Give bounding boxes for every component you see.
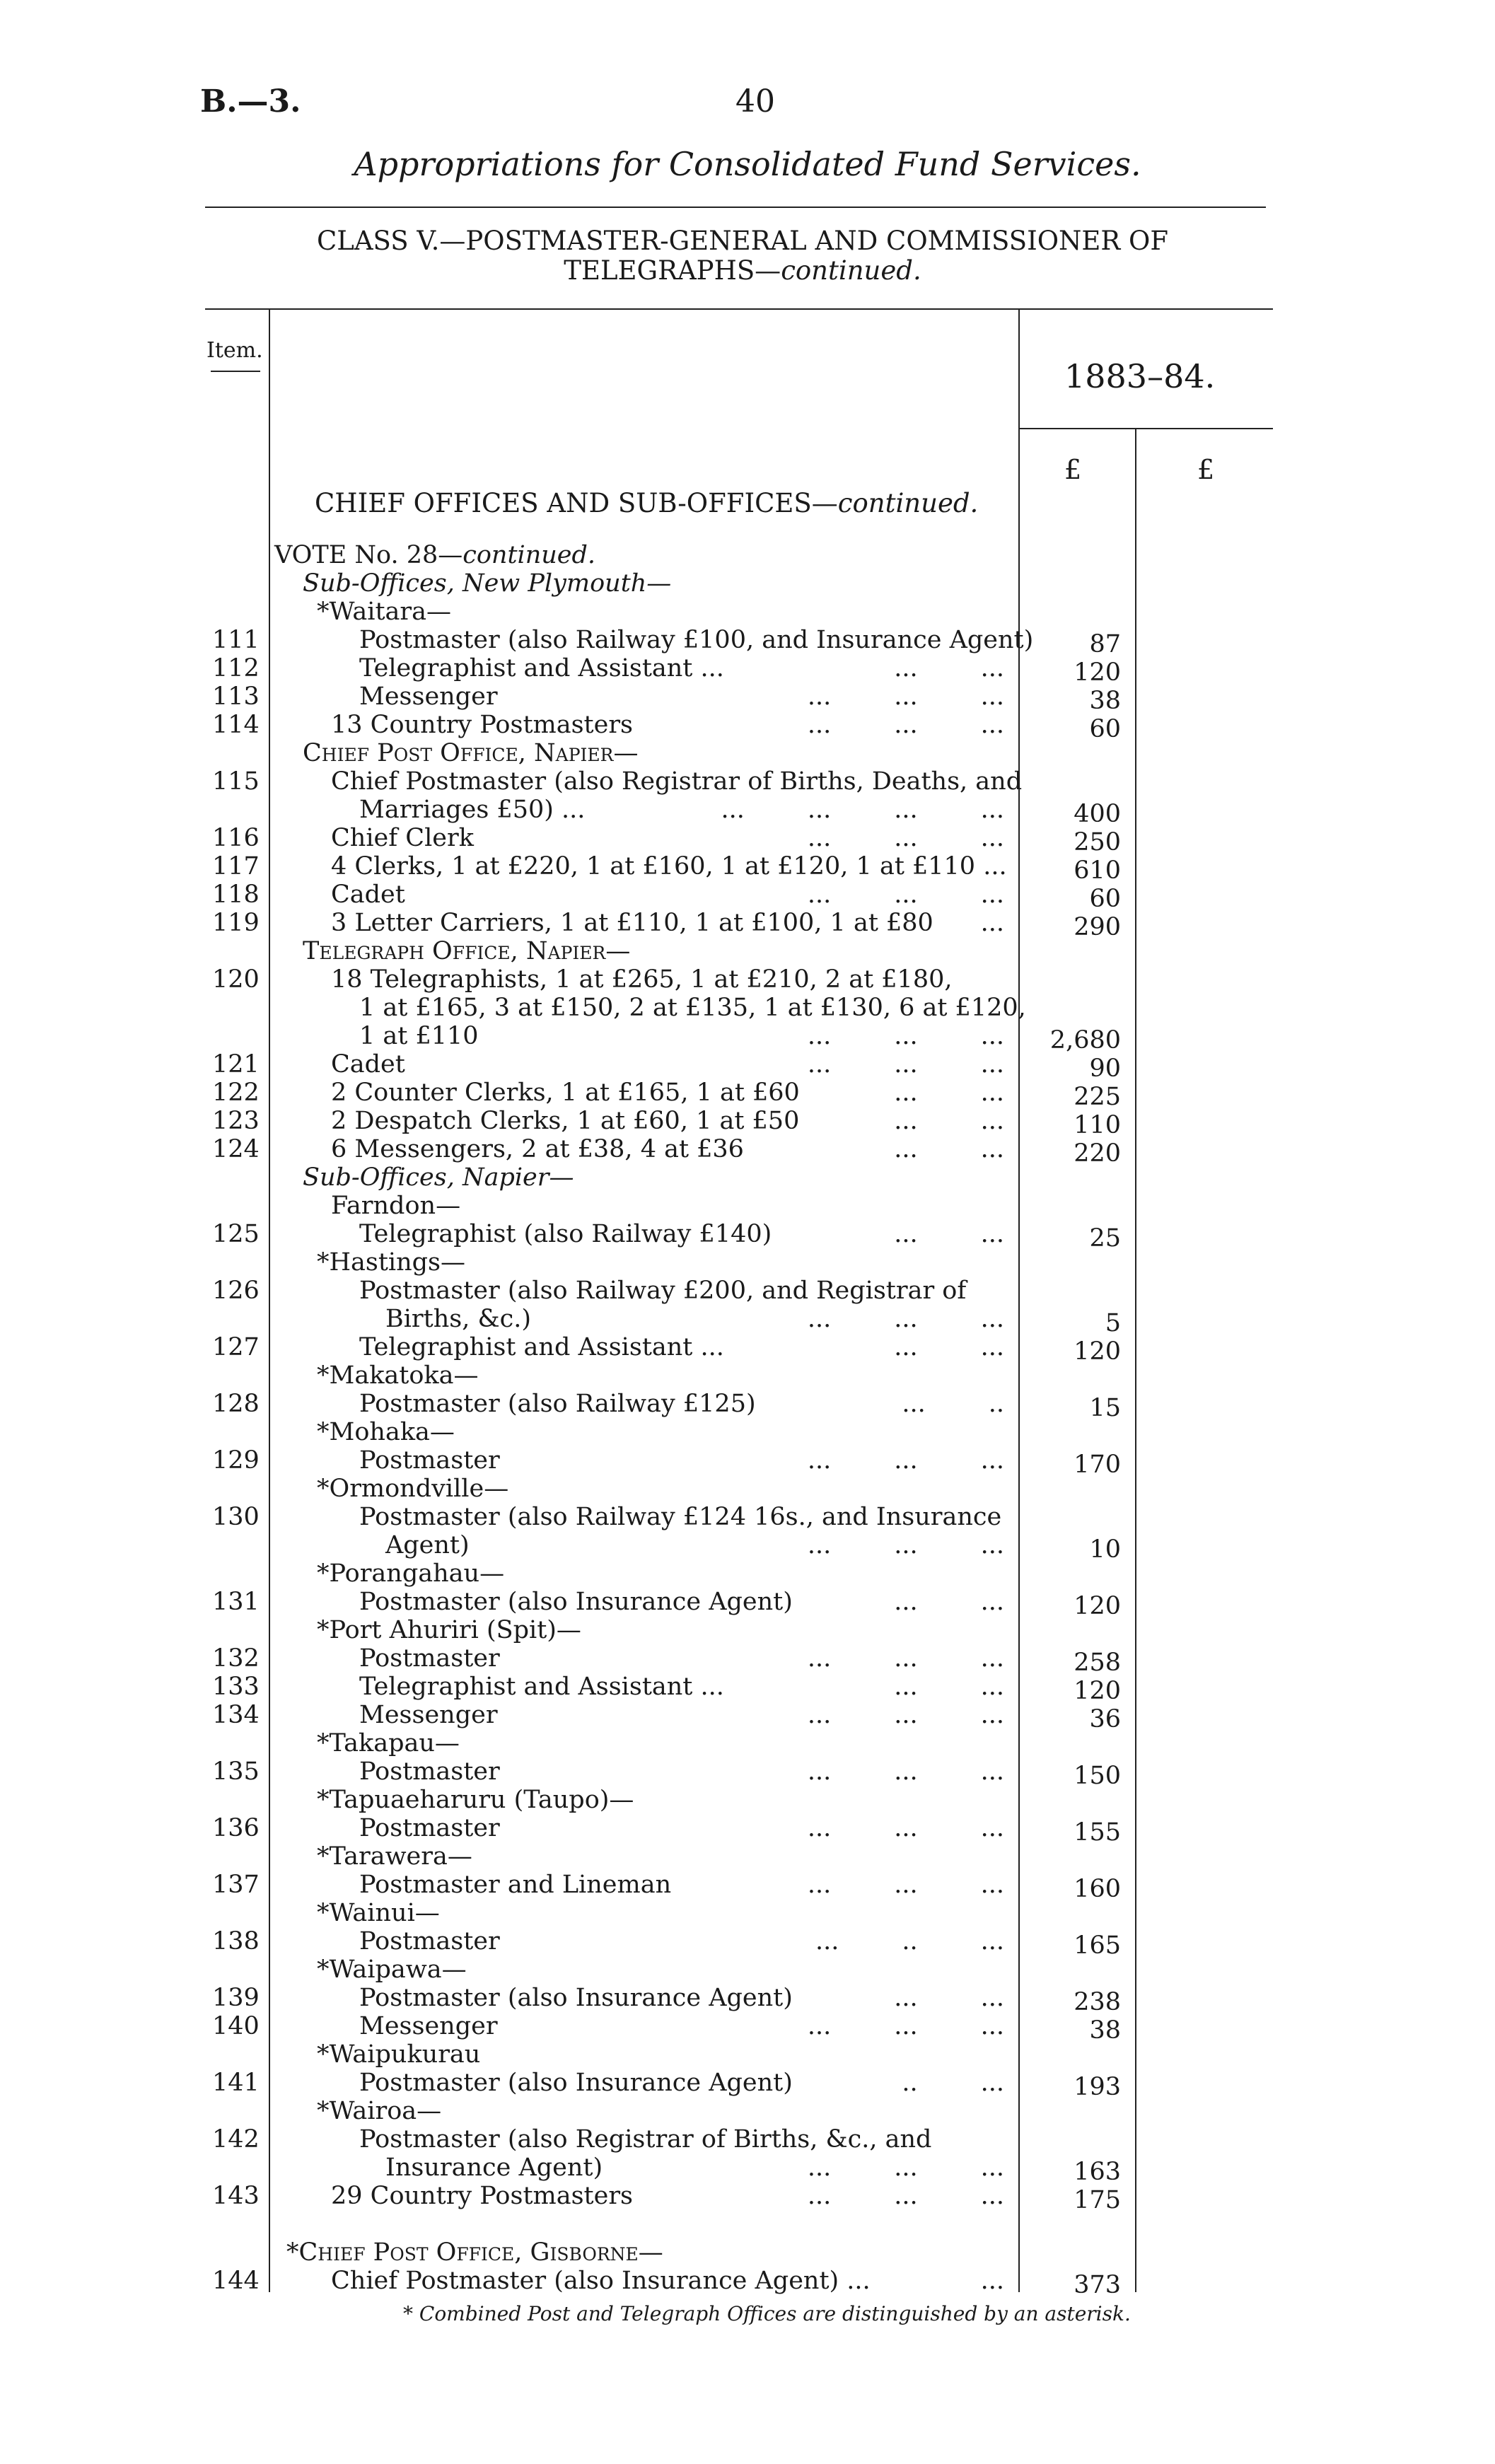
table-row [0,2012,1495,2045]
currency-header-total: £ [1197,454,1215,485]
table-row [0,2069,1495,2101]
leader-dots: .. ... [902,2069,1004,2097]
table-row [0,1814,1495,1847]
item-description: 1 at £110 [359,1022,479,1050]
page-number: 40 [735,83,775,120]
item-description: Postmaster [359,1644,500,1673]
table-row [0,2210,1495,2238]
leader-dots: ... ... ... [807,1050,1004,1079]
leader-dots: ... ... [894,1333,1004,1361]
amount: 160 [1074,1875,1121,1903]
item-description: Postmaster [359,1446,500,1475]
item-description: Postmaster [359,1927,500,1955]
item-number: 113 [212,682,260,711]
item-number: 133 [212,1673,260,1701]
table-row [0,965,1495,994]
item-number: 128 [212,1390,260,1418]
amount: 90 [1089,1054,1121,1083]
table-row [0,1220,1495,1253]
item-description: *Port Ahuriri (Spit)— [317,1616,581,1644]
amount: 258 [1074,1649,1121,1677]
table-row [0,796,1495,828]
item-number: 140 [212,2012,260,2040]
currency-header-items: £ [1064,454,1082,485]
item-number: 127 [212,1333,260,1361]
table-row [0,654,1495,687]
table-row [0,541,1495,569]
item-number: 116 [212,824,260,852]
item-description: Cadet [331,881,405,909]
item-header-underline [211,371,260,372]
table-row [0,1503,1495,1531]
item-description: 2 Despatch Clerks, 1 at £60, 1 at £50 [331,1107,800,1135]
year-underline [1018,428,1273,429]
item-description: 6 Messengers, 2 at £38, 4 at £36 [331,1135,744,1163]
item-number: 126 [212,1277,260,1305]
item-number: 112 [212,654,260,682]
amount: 38 [1089,687,1121,715]
leader-dots: ... ... ... [807,1446,1004,1475]
amount: 155 [1074,1818,1121,1847]
item-description: *Chief Post Office, Gisborne— [286,2238,663,2267]
vote-continued: continued. [463,541,596,569]
amount: 163 [1074,2158,1121,2186]
leader-dots: ... .. ... [815,1927,1004,1955]
footnote: * Combined Post and Telegraph Offices are distinguished by an asterisk. [403,2302,1131,2325]
item-description: Cadet [331,1050,405,1079]
item-description: *Hastings— [317,1248,466,1277]
amount: 2,680 [1049,1026,1121,1054]
table-row [0,682,1495,715]
item-description: Agent) [385,1531,470,1559]
item-number: 130 [212,1503,260,1531]
amount: 120 [1074,1677,1121,1705]
section-title-continued: continued. [837,488,979,518]
amount: 610 [1074,856,1121,885]
table-row [0,1644,1495,1677]
amount: 60 [1089,715,1121,743]
amount: 15 [1089,1394,1121,1422]
item-column-header: Item. [206,338,263,363]
table-row [0,2182,1495,2214]
item-description: Telegraphist (also Railway £140) [359,1220,772,1248]
item-description: 13 Country Postmasters [331,711,634,739]
item-description: 1 at £165, 3 at £150, 2 at £135, 1 at £130, 6 at £120, [359,994,1026,1022]
item-description: Chief Clerk [331,824,474,852]
table-row [0,1277,1495,1305]
amount: 165 [1074,1931,1121,1960]
table-row [0,1786,1495,1814]
leader-dots: ... ... ... ... [721,796,1004,824]
item-description: Messenger [359,1701,498,1729]
item-number: 120 [212,965,260,994]
table-row [0,2238,1495,2267]
item-description: Sub-Offices, New Plymouth— [303,569,672,598]
leader-dots: ... ... ... [807,1644,1004,1673]
title-rule [205,207,1266,208]
item-description: *Makatoka— [317,1361,479,1390]
amount: 120 [1074,658,1121,687]
item-description: Postmaster (also Insurance Agent) [359,1984,793,2012]
item-description: 18 Telegraphists, 1 at £265, 1 at £210, 2 at £180, [331,965,953,994]
item-number: 129 [212,1446,260,1475]
item-description: Telegraphist and Assistant ... [359,1333,724,1361]
table-row [0,1248,1495,1277]
item-description: Marriages £50) ... [359,796,586,824]
item-description: *Ormondville— [317,1475,509,1503]
year-header: 1883–84. [1064,357,1216,395]
amount: 110 [1074,1111,1121,1139]
item-description: *Porangahau— [317,1559,505,1588]
table-row [0,626,1495,658]
leader-dots: ... ... ... [807,1701,1004,1729]
class-heading-line1: CLASS V.—POSTMASTER-GENERAL AND COMMISSIONER OF [316,226,1169,256]
item-description: 2 Counter Clerks, 1 at £165, 1 at £60 [331,1079,800,1107]
amount: 373 [1074,2271,1121,2299]
item-number: 135 [212,1757,260,1786]
table-row [0,1418,1495,1446]
table-row [0,909,1495,941]
amount: 250 [1074,828,1121,856]
table-row [0,739,1495,767]
item-number: 121 [212,1050,260,1079]
leader-dots: ... [980,909,1004,937]
table-row [0,1588,1495,1620]
table-row [0,1871,1495,1903]
item-number: 117 [212,852,260,881]
amount: 150 [1074,1762,1121,1790]
amount: 87 [1089,630,1121,658]
table-row [0,2040,1495,2069]
leader-dots: ... ... [894,1984,1004,2012]
item-number: 131 [212,1588,260,1616]
table-row [0,569,1495,598]
item-description: *Waipukurau [317,2040,481,2069]
vote-label: VOTE No. 28— [274,541,463,569]
amount: 193 [1074,2073,1121,2101]
table-row [0,1757,1495,1790]
table-row [0,1022,1495,1054]
leader-dots: ... ... [894,1588,1004,1616]
item-description: Chief Postmaster (also Registrar of Births, Deaths, and [331,767,1023,796]
amount: 38 [1089,2016,1121,2045]
class-heading [212,226,1273,286]
table-row [0,824,1495,856]
table-row [0,1984,1495,2016]
item-description: *Tarawera— [317,1842,472,1871]
leader-dots: ... ... ... [807,824,1004,852]
leader-dots: ... [980,2267,1004,2295]
item-description: Postmaster (also Railway £200, and Registrar of [359,1277,967,1305]
table-row [0,937,1495,965]
item-description: *Waipawa— [317,1955,467,1984]
leader-dots: ... .. [902,1390,1004,1418]
item-description [274,541,595,569]
table-row [0,1333,1495,1366]
item-description: *Mohaka— [317,1418,455,1446]
item-number: 134 [212,1701,260,1729]
item-description: Postmaster [359,1814,500,1842]
item-description: Chief Postmaster (also Insurance Agent) ... [331,2267,871,2295]
table-row [0,1361,1495,1390]
leader-dots: ... ... ... [807,1871,1004,1899]
item-description: Messenger [359,682,498,711]
amount: 25 [1089,1224,1121,1253]
leader-dots: ... ... [894,1135,1004,1163]
table-row [0,881,1495,913]
section-title: CHIEF OFFICES AND SUB-OFFICES—continued. [315,488,979,518]
item-description: 3 Letter Carriers, 1 at £110, 1 at £100, 1 at £80 [331,909,933,937]
item-description: *Wairoa— [317,2097,442,2125]
table-row [0,1899,1495,1927]
table-row [0,711,1495,743]
leader-dots: ... ... ... [807,1022,1004,1050]
amount: 60 [1089,885,1121,913]
amount: 36 [1089,1705,1121,1733]
amount: 10 [1089,1535,1121,1564]
item-description: Postmaster (also Railway £100, and Insurance Agent) [359,626,1034,654]
item-description: Telegraphist and Assistant ... [359,654,724,682]
amount: 400 [1074,800,1121,828]
item-number: 124 [212,1135,260,1163]
item-description: Telegraphist and Assistant ... [359,1673,724,1701]
item-number: 122 [212,1079,260,1107]
item-number: 141 [212,2069,260,2097]
leader-dots: ... ... ... [807,1757,1004,1786]
table-row [0,2097,1495,2125]
item-description: Insurance Agent) [385,2154,603,2182]
leader-dots: ... ... ... [807,1814,1004,1842]
leader-dots: ... ... ... [807,1531,1004,1559]
item-description: Postmaster (also Railway £125) [359,1390,756,1418]
table-row [0,767,1495,796]
item-description: Farndon— [331,1192,461,1220]
amount: 170 [1074,1451,1121,1479]
leader-dots: ... ... [894,1220,1004,1248]
item-description: Births, &c.) [385,1305,532,1333]
item-description: Postmaster and Lineman [359,1871,672,1899]
table-row [0,2154,1495,2186]
item-number: 136 [212,1814,260,1842]
amount: 120 [1074,1592,1121,1620]
item-description: *Takapau— [317,1729,460,1757]
table-row [0,852,1495,885]
document-code: B.—3. [200,83,301,120]
table-row [0,1616,1495,1644]
leader-dots: ... ... ... [807,2012,1004,2040]
item-description: *Tapuaeharuru (Taupo)— [317,1786,634,1814]
table-row [0,1305,1495,1337]
leader-dots: ... ... [894,1107,1004,1135]
table-row [0,1559,1495,1588]
item-number: 119 [212,909,260,937]
table-row [0,1163,1495,1192]
leader-dots: ... ... ... [807,1305,1004,1333]
item-number: 137 [212,1871,260,1899]
table-row [0,1701,1495,1733]
amount: 220 [1074,1139,1121,1168]
table-row [0,2125,1495,2154]
item-number: 114 [212,711,260,739]
table-row [0,1107,1495,1139]
class-heading-continued: continued. [781,255,921,286]
table-row [0,1192,1495,1220]
table-row [0,1729,1495,1757]
table-row [0,1135,1495,1168]
item-number: 125 [212,1220,260,1248]
item-number: 138 [212,1927,260,1955]
item-description: Postmaster (also Insurance Agent) [359,2069,793,2097]
item-description: Postmaster (also Railway £124 16s., and Insurance [359,1503,1002,1531]
item-number: 139 [212,1984,260,2012]
item-description: Postmaster [359,1757,500,1786]
table-row [0,1446,1495,1479]
amount: 238 [1074,1988,1121,2016]
class-heading-line2: TELEGRAPHS—continued. [564,255,921,286]
table-row [0,1050,1495,1083]
item-number: 132 [212,1644,260,1673]
leader-dots: ... ... ... [807,2182,1004,2210]
leader-dots: ... ... [894,1673,1004,1701]
amount: 290 [1074,913,1121,941]
page-title: Appropriations for Consolidated Fund Services. [354,145,1141,183]
table-row [0,2267,1495,2299]
item-description: Postmaster (also Registrar of Births, &c., and [359,2125,932,2154]
table-row [0,1475,1495,1503]
leader-dots: ... ... ... [807,2154,1004,2182]
amount: 175 [1074,2186,1121,2214]
table-row [0,1927,1495,1960]
item-description: Sub-Offices, Napier— [303,1163,574,1192]
item-number: 111 [212,626,260,654]
table-row [0,1955,1495,1984]
item-description: *Wainui— [317,1899,440,1927]
item-description: 4 Clerks, 1 at £220, 1 at £160, 1 at £120, 1 at £110 ... [331,852,1007,881]
amount: 5 [1105,1309,1121,1337]
item-number: 142 [212,2125,260,2154]
amount: 225 [1074,1083,1121,1111]
table-row [0,1390,1495,1422]
item-description: Telegraph Office, Napier— [303,937,631,965]
table-row [0,1079,1495,1111]
item-description: *Waitara— [317,598,452,626]
leader-dots: ... ... ... [807,881,1004,909]
item-number: 123 [212,1107,260,1135]
table-row [0,598,1495,626]
leader-dots: ... ... ... [807,711,1004,739]
item-number: 144 [212,2267,260,2295]
item-number: 115 [212,767,260,796]
table-row [0,1842,1495,1871]
table-row [0,1531,1495,1564]
item-description: 29 Country Postmasters [331,2182,634,2210]
table-row [0,1673,1495,1705]
item-number: 118 [212,881,260,909]
leader-dots: ... ... [894,1079,1004,1107]
leader-dots: ... ... ... [807,682,1004,711]
table-row [0,994,1495,1022]
amount: 120 [1074,1337,1121,1366]
leader-dots: ... ... [894,654,1004,682]
item-description: Chief Post Office, Napier— [303,739,639,767]
item-number: 143 [212,2182,260,2210]
item-description: Messenger [359,2012,498,2040]
item-description: Postmaster (also Insurance Agent) [359,1588,793,1616]
table-top-rule [205,308,1273,310]
